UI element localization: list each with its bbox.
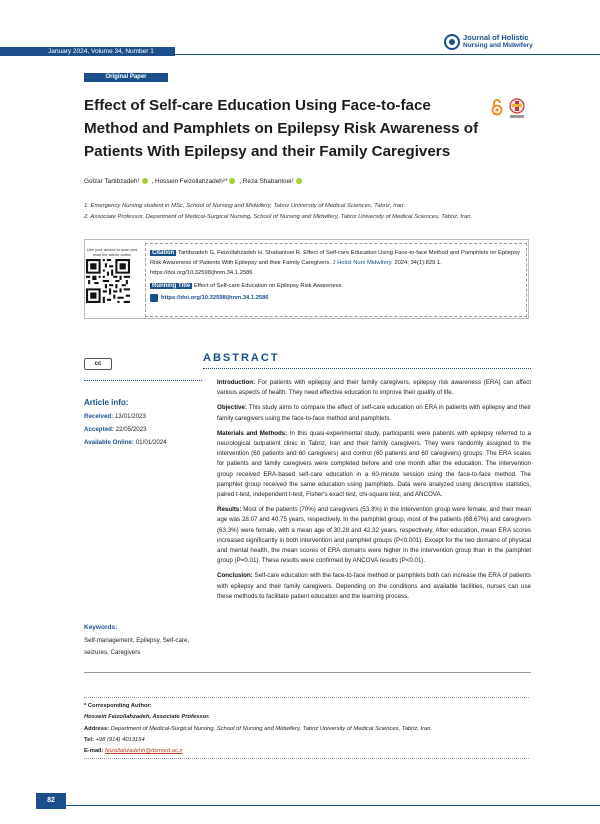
journal-logo	[444, 34, 533, 50]
received-date: 13/01/2023	[114, 413, 146, 420]
corresponding-author	[84, 701, 529, 757]
header-rule	[175, 54, 600, 55]
abstract-body	[217, 378, 531, 607]
doi-icon	[150, 294, 158, 302]
keywords-text: Self-management, Epilepsy, Self-care, seizures, Caregivers	[84, 637, 190, 656]
article-info-title: Article info:	[84, 398, 129, 407]
footer-rule	[66, 805, 600, 806]
online-date: 01/01/2024	[135, 439, 167, 446]
qr-caption: Use your device to scan and read the article online	[86, 247, 138, 257]
corresponding-email[interactable]: feizollahzadehh@tbzmed.ac.ir	[104, 748, 183, 755]
author-2: , Hossein Feizollahzadeh²*	[151, 178, 228, 185]
abstract-objective: Objective: This study aims to compare the effect of self-care education on ERA in patients with epilepsy and their family caregivers using the face-to-face method and pamphlets.	[217, 404, 531, 422]
running-title-label: Running Title	[152, 283, 191, 289]
accepted-label: Accepted:	[84, 426, 114, 433]
citation-body: Tartibzadeh G, Feizollahzadeh H, Shabanloei R. Effect of Self-care Education Using Face-to-face Method and Pamphlets on Epilepsy Risk Awareness of Patients With Epilepsy and their Family Caregivers.	[150, 250, 520, 266]
qr-code[interactable]	[86, 259, 130, 303]
citation-label: Citation	[152, 250, 175, 256]
left-column-rule	[84, 380, 202, 381]
crossmark-icon[interactable]	[509, 98, 525, 120]
author-1: Golzar Tartibzadeh¹	[84, 178, 140, 185]
orcid-icon[interactable]	[229, 178, 235, 184]
abstract-results: Results: Most of the patients (70%) and caregivers (53.3%) in the intervention group were female, and their mean age was 28.07 and 40.75 years, respectively. In the pamphlet group, most of the patients (68.67%) and caregivers (63.3%) were female, with a mean age of 30.28 and 42.32 years, respectively. After education, mean ERA scores increased significantly in both intervention and pamphlet groups (P<0.001). Except for the two domains of physical and mental health, the mean scores of ERA domains were higher in the intervention group than in the pamphlet group (P=0.01). These results were confirmed by ANCOVA results (P<0.01).	[217, 506, 531, 565]
running-title-line	[150, 281, 522, 291]
doi-link[interactable]: https://doi.org/10.32598/jhnm.34.1.2586	[161, 295, 269, 301]
article-title: Effect of Self-care Education Using Face-to-face Method and Pamphlets on Epilepsy Risk Awareness of Patients With Epilepsy and their Family Caregivers	[84, 97, 479, 160]
affiliation-1: 1. Emergency Nursing student in MSc, School of Nursing and Midwifery, Tabriz University of Medical Sciences, Tabriz, Iran.	[84, 203, 405, 209]
abstract-methods: Materials and Methods: In this quasi-experimental study, participants were patients with epilepsy referred to a neurological outpatient clinic in Tabriz, Iran and their family caregivers. They were randomly assigned to the intervention (60 patients and 60 caregivers) and control (60 patients and 60 caregivers) groups. The ERA scales for patients and family caregivers were completed before and one month after the education. The intervention group received ERA-based self-care education in a 60-minute session using the face-to-face method. The pamphlet group received the same education using pamphlets. Data were analyzed using descriptive statistics, paired t-test, independent t-test, Fisher's exact test, chi-square test, and ANCOVA.	[217, 429, 531, 499]
author-3: , Reza Shabanloei²	[239, 178, 294, 185]
qr-block	[86, 247, 138, 309]
orcid-icon[interactable]	[142, 178, 148, 184]
journal-logo-icon	[444, 34, 460, 50]
open-access-icon[interactable]	[490, 98, 504, 116]
accepted-date: 22/05/2023	[115, 426, 147, 433]
abstract-rule	[203, 368, 531, 369]
article-dates	[84, 410, 167, 449]
citation-journal[interactable]: J Holist Nurs Midwifery.	[332, 260, 393, 266]
corresponding-tel: Tel: +98 (914) 4013154	[84, 736, 145, 743]
citation-text	[150, 248, 522, 278]
issue-label: January 2024, Volume 34, Number 1	[48, 48, 154, 55]
author-list	[84, 178, 304, 185]
abstract-bottom-rule	[84, 672, 531, 673]
keywords-title: Keywords:	[84, 624, 118, 631]
corresponding-name: Hossein Feizollahzadeh, Associate Professor.	[84, 714, 210, 721]
corresponding-email-line: E-mail: feizollahzadehh@tbzmed.ac.ir	[84, 748, 183, 755]
journal-name-line2: Nursing and Midwifery	[463, 42, 533, 49]
received-label: Received:	[84, 413, 114, 420]
abstract-heading: ABSTRACT	[203, 352, 280, 364]
online-label: Available Online:	[84, 439, 134, 446]
article-type-badge: Original Paper	[84, 73, 168, 82]
abstract-conclusion: Conclusion: Self-care education with the face-to-face method or pamphlets both can increase the ERA of patients with epilepsy and their family caregivers. Depending on the conditions and available facilities, nurses can use these methods to facilitate patient education and the learning process.	[217, 572, 531, 600]
corresponding-head: * Corresponding Author:	[84, 703, 152, 709]
abstract-introduction: Introduction: For patients with epilepsy and their family caregivers, epilepsy risk awareness (ERA) can affect various aspects of health. They need effective education to improve their quality of life.	[217, 379, 531, 397]
doi-line	[150, 294, 522, 302]
citation-panel	[145, 243, 527, 317]
citation-ref: 2024; 34(1):829 1. https://doi.org/10.32598/jhnm.34.1.2586	[150, 260, 442, 276]
journal-name-line1: Journal of Holistic	[463, 33, 529, 42]
affiliations	[84, 201, 472, 223]
corresponding-address: Address: Department of Medical-Surgical Nursing, School of Nursing and Midwifery, Tabriz University of Medical Sciences, Tabriz, Iran.	[84, 725, 433, 732]
cc-license-icon[interactable]: cc	[84, 358, 112, 370]
running-title: Effect of Self-care Education on Epilepsy Risk Awareness	[193, 283, 342, 289]
orcid-icon[interactable]	[296, 178, 302, 184]
page-number: 82	[36, 793, 66, 809]
affiliation-2: 2. Associate Professor, Department of Medical-Surgical Nursing, School of Nursing and Midwifery, Tabriz University of Medical Sciences, Tabriz, Iran.	[84, 214, 473, 220]
